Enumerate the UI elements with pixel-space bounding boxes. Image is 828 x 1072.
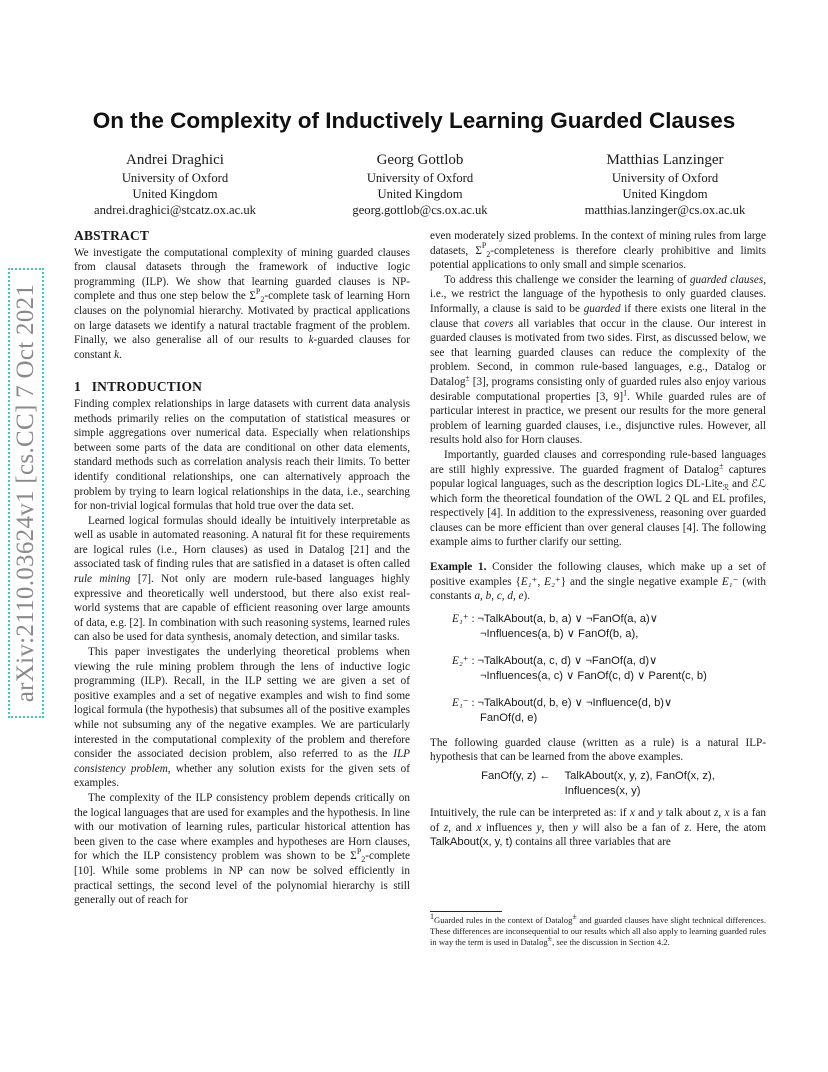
clause-formula: E₂⁺ : ¬TalkAbout(a, c, d) ∨ ¬FanOf(a, d)∨ ¬Influences(a, c) ∨ FanOf(c, d) ∨ Parent(c, b) xyxy=(452,654,707,682)
intro-paragraph: Learned logical formulas should ideally be intuitively interpretable as well as usable in automated reasoning. A natural fit for these requirements are logical rules (i.e., Horn clauses) as used in Datalog [21] and the associated task of finding rules that are satisfied in a dataset is often called rule mining [7]. Not only are modern rule-based languages highly expressive and theoretically well understood, but there also exist real-world systems that are capable of efficient reasoning over large amounts of data, e.g. [2]. In combination with such reasoning systems, learned rules can also be used for data synthesis, anomaly detection, and similar tasks. xyxy=(74,514,410,644)
author-country: United Kingdom xyxy=(622,187,708,201)
author-country: United Kingdom xyxy=(377,187,463,201)
author-block xyxy=(60,150,780,218)
arxiv-identifier: arXiv:2110.03624v1 [cs.CC] 7 Oct 2021 xyxy=(12,283,39,703)
arxiv-stamp xyxy=(8,268,44,718)
author-name: Matthias Lanzinger xyxy=(606,152,724,168)
intro-paragraph: To address this challenge we consider the learning of guarded clauses, i.e., we restrict the language of the hypothesis to only guarded clauses. Informally, a clause is said to be guarded if there exists one literal in the clause that covers all variables that occur in the clause. Our interest in guarded clauses is motivated from two sides. First, as discussed below, we see that learning guarded clauses can reduce the complexity of the problem. Second, in common rule-based languages, e.g., Datalog or Datalog± [3], programs consisting only of guarded rules also enjoy various desirable computational properties [3, 9]$^1$. While guarded rules are of particular interest in practice, we present our results for the more general problem of learning guarded clauses, i.e., disjunctive rules. However, all results hold also for Horn clauses. xyxy=(430,273,766,447)
footnote-marker[interactable]: 1 xyxy=(623,387,628,397)
footnote-divider xyxy=(430,911,502,912)
rule-head: FanOf(y, z) ← xyxy=(481,770,551,783)
right-column xyxy=(430,229,766,850)
example-clauses xyxy=(430,612,766,726)
abstract-text: We investigate the computational complexity of mining guarded clauses from clausal datasets through the framework of inductive logic programming (ILP). We show that learning guarded clauses is NP-complete and thus one step below the $\Sigma^P_2$-complete task of learning Horn clauses on the polynomial hierarchy. Motivated by practical applications on large datasets we identify a natural tractable fragment of the problem. Finally, we also generalise all of our results to k-guarded clauses for constant k. xyxy=(74,246,411,361)
footnote: $^1$Guarded rules in the context of Datalog± and guarded clauses have slight technical differences. These differences are inconsequential to our results which all also apply to learning guarded rules in way the term is used in Datalog±, see the discussion in Section 4.2. xyxy=(430,912,766,947)
intro-paragraph: even moderately sized problems. In the context of mining rules from large datasets, $\Sigma^P_2$-completeness is therefore clearly prohibitive and limits potential applications to only small and simple scenarios. xyxy=(430,230,766,272)
paper-title: On the Complexity of Inductively Learning Guarded Clauses xyxy=(92,108,736,133)
clause-label: E₂⁺ xyxy=(452,654,469,667)
author-email[interactable]: andrei.draghici@stcatz.ox.ac.uk xyxy=(94,203,256,217)
rule-body: TalkAbout(x, y, z), FanOf(x, z), Influences(x, y) xyxy=(564,770,715,797)
intro-paragraph: This paper investigates the underlying theoretical problems when viewing the rule mining problem through the lens of inductive logic programming (ILP). Recall, in the ILP setting we are given a set of positive examples and a set of negative examples and wish to find some logical formula (the hypothesis) that subsumes all of the positive examples while not subsuming any of the negative examples. We are particularly interested in the computational complexity of the problem and therefore consider the associated decision problem, also referred to as the ILP consistency problem, whether any solution exists for the given sets of examples. xyxy=(74,646,410,790)
intro-paragraph: Finding complex relationships in large datasets with current data analysis methods primarily relies on the computation of statistical measures or simple aggregations over numerical data. Especially when relationships between some parts of the data are conditional on other data elements, standard methods such as correlation analysis reach their limits. To better identify conditional relationships, one can alternatively approach the problem by trying to learn logical relationships in the data, i.e., searching for non-trivial logical formulas that hold true over the data set. xyxy=(74,397,410,513)
author-name: Andrei Draghici xyxy=(126,152,224,168)
hypothesis-text: The following guarded clause (written as a rule) is a natural ILP-hypothesis that can be learned from the above examples. xyxy=(430,736,766,764)
author-email[interactable]: matthias.lanzinger@cs.ox.ac.uk xyxy=(584,203,746,217)
interpretation-text: Intuitively, the rule can be interpreted as: if x and y talk about z, x is a fan of z, and x influences y, then y will also be a fan of z. Here, the atom TalkAbout(x, y, t) contains all three variables that are xyxy=(430,807,767,849)
author xyxy=(550,150,780,218)
author-email[interactable]: georg.gottlob@cs.ox.ac.uk xyxy=(352,203,488,217)
clause-formula: E₁⁻ : ¬TalkAbout(d, b, e) ∨ ¬Influence(d, b)∨ FanOf(d, e) xyxy=(452,696,673,724)
sigma-symbol: $\Sigma^P_2$ xyxy=(249,286,265,305)
author xyxy=(305,150,535,218)
intro-paragraph: The complexity of the ILP consistency problem depends critically on the logical languages that are used for examples and the hypothesis. In line with our motivation of learning rules, particular historical attention has been given to the case where examples and hypotheses are Horn clauses, for which the ILP consistency problem was shown to be $\Sigma^P_2$-complete [10]. While some problems in NP can now be solved efficiently in practical settings, the second level of the polynomial hierarchy is still generally out of reach for xyxy=(74,791,410,907)
author-country: United Kingdom xyxy=(132,187,218,201)
clause-formula: E₁⁺ : ¬TalkAbout(a, b, a) ∨ ¬FanOf(a, a)∨ ¬Influences(a, b) ∨ FanOf(b, a), xyxy=(452,612,658,640)
hypothesis-rule xyxy=(430,769,766,798)
author-affiliation: University of Oxford xyxy=(121,171,229,185)
introduction-heading: 1 INTRODUCTION xyxy=(74,379,203,395)
clause-label: E₁⁻ xyxy=(452,696,469,709)
example-intro: Example 1. Consider the following clauses, which make up a set of positive examples {E₁⁺, E₂⁺} and the single negative example E₁⁻ (with constants a, b, c, d, e). xyxy=(430,561,767,603)
author-affiliation: University of Oxford xyxy=(366,171,474,185)
author-name: Georg Gottlob xyxy=(376,152,464,168)
intro-paragraph: Importantly, guarded clauses and corresponding rule-based languages are still highly expressive. The guarded fragment of Datalog± captures popular logical languages, such as the description logics DL-Lite$_ℛ$ and ℰℒ which form the theoretical foundation of the OWL 2 QL and EL profiles, respectively [4]. In addition to the expressiveness, reasoning over guarded clauses can be more efficient than over general clauses [4]. The following example aims to further clarify our setting. xyxy=(430,448,767,549)
left-column xyxy=(74,229,410,908)
author xyxy=(60,150,290,218)
clause-label: E₁⁺ xyxy=(452,612,469,625)
sigma-symbol: $\Sigma^P_2$ xyxy=(475,240,491,259)
sigma-symbol: $\Sigma^P_2$ xyxy=(350,846,366,865)
abstract-heading: ABSTRACT xyxy=(74,228,150,243)
example-label: Example 1. xyxy=(430,561,487,574)
author-affiliation: University of Oxford xyxy=(611,171,719,185)
